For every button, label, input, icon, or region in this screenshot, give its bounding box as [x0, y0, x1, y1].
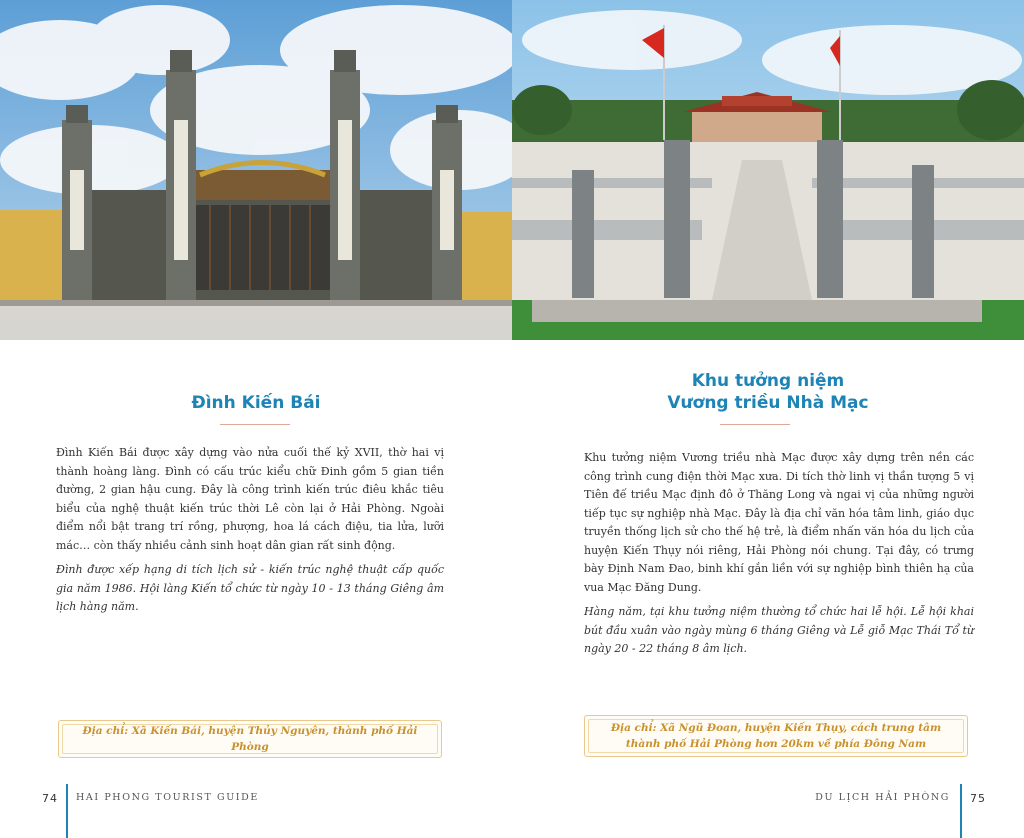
page-number: 74	[42, 792, 58, 805]
body-paragraph: Khu tưởng niệm Vương triều nhà Mạc được xây dựng trên nền các công trình cung điện thời Mạc xưa. Di tích thờ linh vị thần tượng 5 vị Tiên đế triều Mạc định đô ở Thăng Long và ngai vị của những người tiếp tục sự nghiệp nhà Mạc. Đây là địa chỉ văn hóa tâm linh, giáo dục truyền thống lịch sử cho thế hệ trẻ, là điểm nhấn văn hóa du lịch của huyện Kiến Thụy nói riêng, Hải Phòng nói chung. Tại đây, có trưng bày Định Nam Đao, binh khí gắn liền với sự nghiệp bình thiên hạ của vua Mạc Đăng Dung.	[584, 451, 974, 594]
title-line-2: Vương triều Nhà Mạc	[667, 393, 869, 413]
right-page	[512, 0, 1024, 838]
article-body	[56, 444, 444, 623]
mac-dynasty-memorial-photo	[512, 0, 1024, 340]
title-line-1: Khu tưởng niệm	[691, 371, 845, 391]
body-paragraph: Đình Kiến Bái được xây dựng vào nửa cuối thế kỷ XVII, thờ hai vị thành hoàng làng. Đình có cấu trúc kiểu chữ Đinh gồm 5 gian tiền đường, 2 gian hậu cung. Đây là công trình kiến trúc điêu khắc tiêu biểu của nghệ thuật kiến trúc thời Lê còn lại ở Hải Phòng. Ngoài điểm nổi bật trang trí rồng, phượng, hoa lá cách điệu, tia lửa, lưỡi mác… còn thấy nhiều cảnh sinh hoạt dân gian rất sinh động.	[56, 446, 444, 552]
memorial-photo-illustration	[512, 0, 1024, 340]
title-divider	[220, 424, 290, 425]
gate-photo-illustration	[0, 0, 512, 340]
title-divider	[720, 424, 790, 425]
address-box	[584, 715, 968, 757]
dinh-kien-bai-gate-photo	[0, 0, 512, 340]
italic-paragraph: Hàng năm, tại khu tưởng niệm thường tổ chức hai lễ hội. Lễ hội khai bút đầu xuân vào ngày mùng 6 tháng Giêng và Lễ giỗ Mạc Thái Tổ từ ngày 20 - 22 tháng 8 âm lịch.	[584, 605, 974, 655]
address-text: Địa chỉ: Xã Kiến Bái, huyện Thủy Nguyên, thành phố Hải Phòng	[82, 725, 418, 753]
running-title: DU LỊCH HẢI PHÒNG	[815, 792, 950, 803]
page-title: Đình Kiến Bái	[191, 393, 321, 413]
address-text: Địa chỉ: Xã Ngũ Đoan, huyện Kiến Thụy, cách trung tâm thành phố Hải Phòng hơn 20km về phía Đông Nam	[610, 722, 942, 750]
footer-divider	[960, 784, 962, 838]
italic-paragraph: Đình được xếp hạng di tích lịch sử - kiến trúc nghệ thuật cấp quốc gia năm 1986. Hội làng Kiến tổ chức từ ngày 10 - 13 tháng Giêng âm lịch hàng năm.	[56, 563, 444, 613]
running-title: HAI PHONG TOURIST GUIDE	[76, 792, 259, 803]
footer-divider	[66, 784, 68, 838]
page-title	[512, 370, 1024, 414]
address-box	[58, 720, 442, 758]
article-body	[584, 449, 974, 665]
page-number: 75	[970, 792, 986, 805]
